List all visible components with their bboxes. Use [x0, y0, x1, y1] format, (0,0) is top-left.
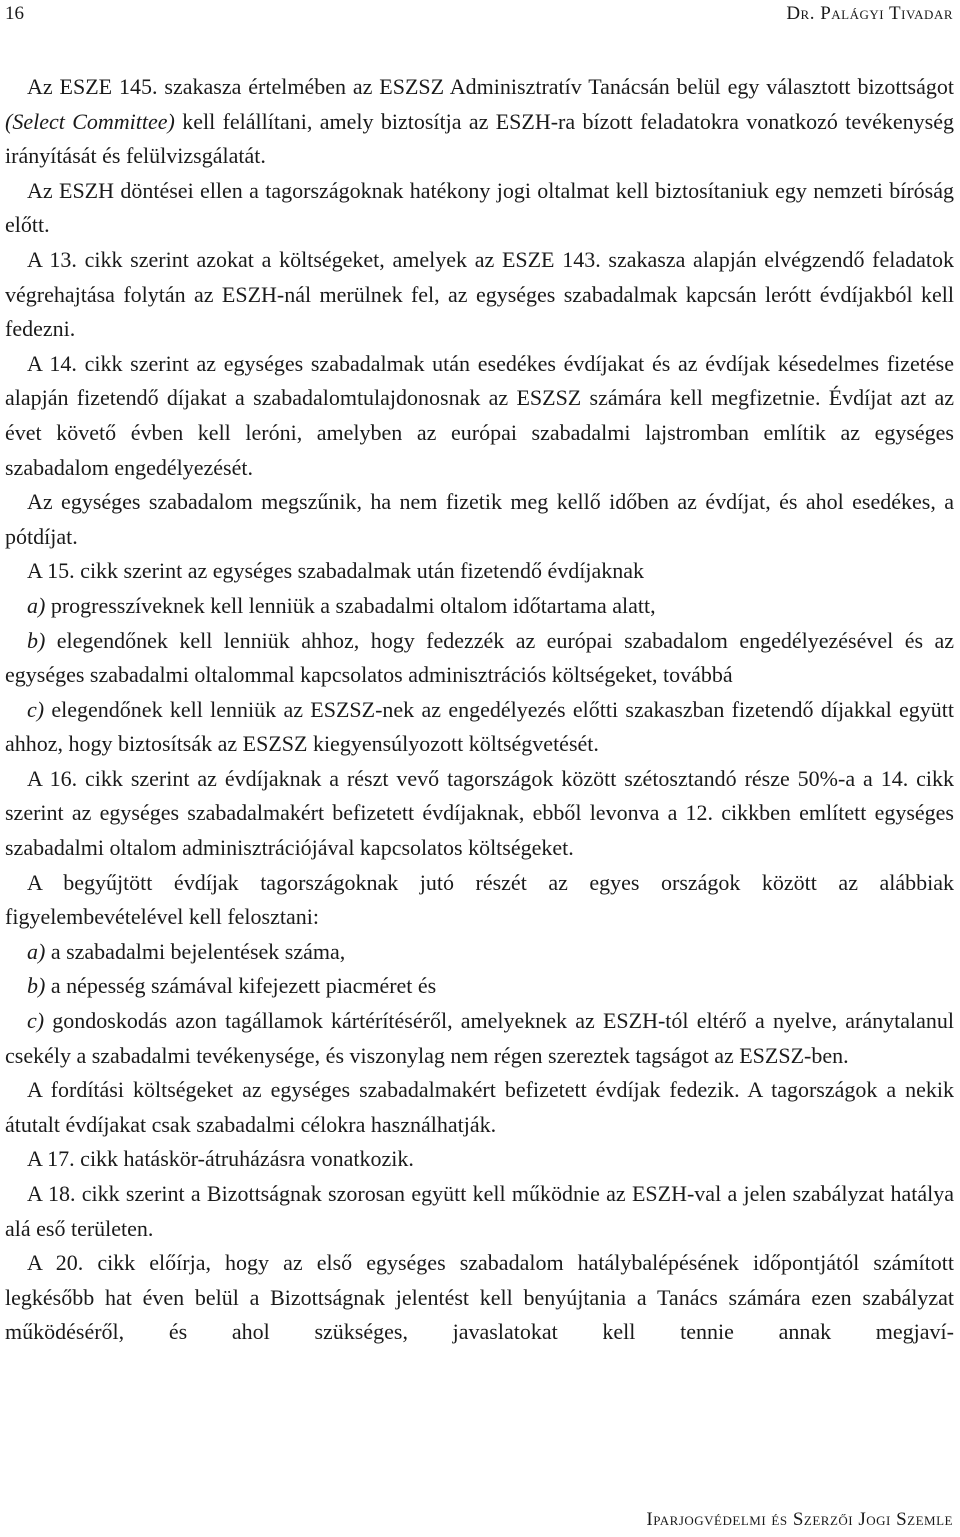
page-header: [5, 3, 953, 25]
list-item: b) a népesség számával kifejezett piacméret és: [27, 973, 437, 999]
paragraph: A begyűjtött évdíjak tagországoknak jutó részét az egyes országok között az alábbiak figyelembevételével kell felosztani:: [5, 869, 954, 930]
list-item: b) elegendőnek kell lenniük ahhoz, hogy fedezzék az európai szabadalom engedélyezésével és az egységes szabadalmi oltalommal kapcsolatos adminisztrációs költségeket, továbbá: [5, 627, 954, 688]
paragraph: A fordítási költségeket az egységes szabadalmakért befizetett évdíjak fedezik. A tagországok a nekik átutalt évdíjakat csak szabadalmi célokra használhatják.: [5, 1077, 954, 1137]
list-item: c) gondoskodás azon tagállamok kártérítéséről, amelyeknek az ESZH-tól eltérő a nyelve, aránytalanul csekély a szabadalmi tevékenysége, és viszonylag nem régen szereztek tagságot az ESZSZ-ben.: [5, 1008, 954, 1068]
paragraph: Az ESZE 145. szakasza értelmében az ESZSZ Adminisztratív Tanácsán belül egy választott bizottságot (Select Committee) kell felállítani, amely biztosítja az ESZH-ra bízott feladatokra vonatkozó tevékenység irányítását és felülvizsgálatát.: [5, 74, 954, 169]
running-foot-journal: Iparjogvédelmi és Szerzői Jogi Szemle: [646, 1509, 953, 1530]
paragraph: A 20. cikk előírja, hogy az első egységes szabadalom hatálybalépésének időpontjától számított legkésőbb hat éven belül a Bizottságnak jelentést kell benyújtania a Tanács számára ezen szabályzat működéséről, és ahol szükséges, javaslatokat kell tennie annak megjaví-: [5, 1250, 954, 1345]
list-item: a) a szabadalmi bejelentések száma,: [27, 938, 346, 964]
page-number: 16: [5, 3, 24, 24]
paragraph: A 15. cikk szerint az egységes szabadalmak után fizetendő évdíjaknak: [27, 558, 644, 584]
paragraph: A 18. cikk szerint a Bizottságnak szorosan együtt kell működnie az ESZH-val a jelen szabályzat hatálya alá eső területen.: [5, 1181, 954, 1241]
paragraph: A 17. cikk hatáskör-átruházásra vonatkozik.: [27, 1146, 414, 1172]
paragraph: A 13. cikk szerint azokat a költségeket, amelyek az ESZE 143. szakasza alapján elvégzendő feladatok végrehajtása folytán az ESZH-nál merülnek fel, az egységes szabadalmak kapcsán lerótt évdíjakból kell fedezni.: [5, 246, 954, 342]
list-item: c) elegendőnek kell lenniük az ESZSZ-nek az engedélyezés előtti szakaszban fizetendő díjakkal együtt ahhoz, hogy biztosítsák az ESZSZ kiegyensúlyozott költségvetését.: [5, 696, 954, 757]
paragraph: A 16. cikk szerint az évdíjaknak a részt vevő tagországok között szétosztandó része 50%-a a 14. cikk szerint az egységes szabadalmakért befizetett évdíjaknak, ebből levonva a 12. cikkben említett egységes szabadalmi oltalom adminisztrációjával kapcsolatos költségeket.: [5, 765, 954, 861]
paragraph: A 14. cikk szerint az egységes szabadalmak után esedékes évdíjakat és az évdíjak késedelmes fizetése alapján fizetendő díjakat a szabadalomtulajdonosnak az ESZSZ számára kell megfizetnie. Évdíjat azt az évet követő évben kell leróni, amelyben az európai szabadalmi lajstromban említik az egységes szabadalom engedélyezését.: [5, 350, 954, 480]
paragraph: Az ESZH döntései ellen a tagországoknak hatékony jogi oltalmat kell biztosítaniuk egy nemzeti bíróság előtt.: [5, 177, 954, 238]
paragraph: Az egységes szabadalom megszűnik, ha nem fizetik meg kellő időben az évdíjat, és ahol esedékes, a pótdíjat.: [5, 489, 954, 549]
list-item: a) progresszíveknek kell lenniük a szabadalmi oltalom időtartama alatt,: [27, 592, 656, 618]
article-body: [5, 70, 954, 1350]
running-head-author: Dr. Palágyi Tivadar: [786, 3, 953, 24]
